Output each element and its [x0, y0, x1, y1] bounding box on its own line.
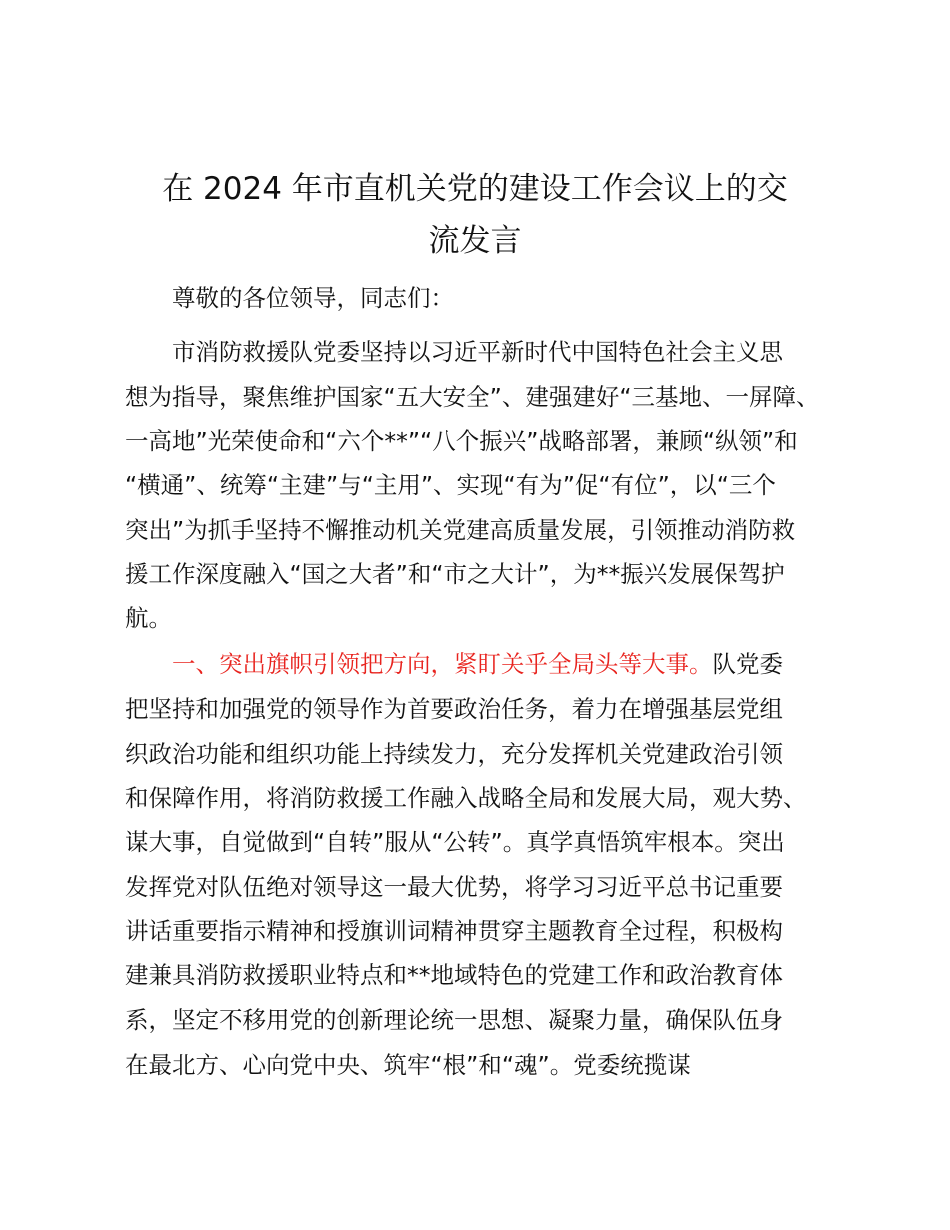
paragraph-1-line: “横通”、统筹“主建”与“主用”、实现“有为”促“有位”，以“三个 [125, 471, 776, 499]
paragraph-1-line: 市消防救援队党委坚持以习近平新时代中国特色社会主义思 [172, 338, 783, 366]
paragraph-2-line: 和保障作用，将消防救援工作融入战略全局和发展大局，观大势、 [125, 784, 807, 812]
section-1-heading: 一、突出旗帜引领把方向，紧盯关乎全局头等大事。 [172, 650, 713, 678]
paragraph-2-line: 建兼具消防救援职业特点和**地域特色的党建工作和政治教育体 [125, 961, 783, 989]
paragraph-1-line: 航。 [125, 604, 172, 632]
title-line-1: 在 2024 年市直机关党的建设工作会议上的交 [162, 171, 788, 207]
document-title [120, 163, 830, 267]
paragraph-2-line: 讲话重要指示精神和授旗训词精神贯穿主题教育全过程，积极构 [125, 917, 783, 945]
paragraph-1-line: 一高地”光荣使命和“六个**”“八个振兴”战略部署，兼顾“纵领”和 [125, 427, 798, 455]
paragraph-2-line: 谋大事，自觉做到“自转”服从“公转”。真学真悟筑牢根本。突出 [125, 828, 785, 856]
paragraph-2-line: 系，坚定不移用党的创新理论统一思想、凝聚力量，确保队伍身 [125, 1006, 783, 1034]
paragraph-1-line: 突出”为抓手坚持不懈推动机关党建高质量发展，引领推动消防救 [125, 516, 796, 544]
paragraph-1-line: 想为指导，聚焦维护国家“五大安全”、建强建好“三基地、一屏障、 [125, 383, 820, 411]
section-1-heading-tail: 队党委 [712, 650, 783, 678]
title-line-2: 流发言 [428, 223, 522, 259]
section-1-first-line [172, 649, 783, 679]
paragraph-2-line: 织政治功能和组织功能上持续发力，充分发挥机关党建政治引领 [125, 740, 783, 768]
paragraph-2-line: 在最北方、心向党中央、筑牢“根”和“魂”。党委统揽谋 [125, 1051, 691, 1079]
paragraph-1-line: 援工作深度融入“国之大者”和“市之大计”，为**振兴发展保驾护 [125, 560, 785, 588]
salutation: 尊敬的各位领导，同志们： [172, 284, 454, 312]
paragraph-2-line: 把坚持和加强党的领导作为首要政治任务，着力在增强基层党组 [125, 695, 783, 723]
paragraph-2-line: 发挥党对队伍绝对领导这一最大优势，将学习习近平总书记重要 [125, 873, 783, 901]
